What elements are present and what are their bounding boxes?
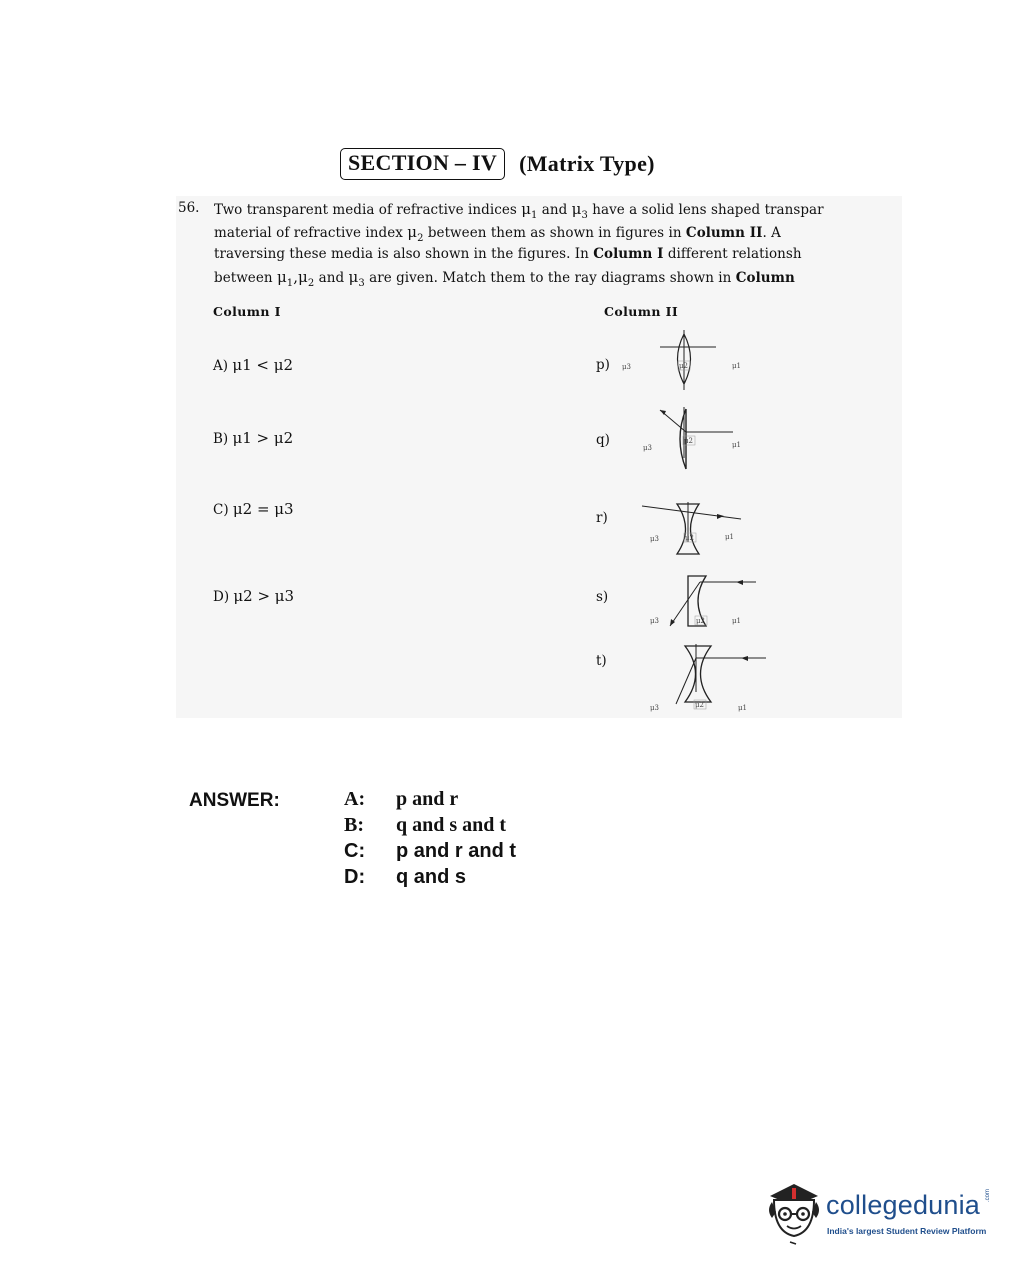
diagram-s	[650, 576, 756, 626]
brand-logo	[764, 1176, 1004, 1256]
svg-text:μ1: μ1	[732, 617, 742, 625]
column-2-heading: Column II	[604, 304, 679, 319]
column-1-item-d: D) μ2 > μ3	[213, 587, 295, 605]
svg-text:μ1: μ1	[725, 533, 735, 541]
question-line-1: Two transparent media of refractive indices $\mu_1$ and $\mu_3$ have a solid lens shaped transpar	[214, 200, 824, 221]
svg-text:μ3: μ3	[650, 617, 660, 625]
ray-diagrams	[176, 196, 902, 718]
svg-text:μ2: μ2	[685, 534, 695, 542]
section-header	[340, 148, 655, 180]
mascot-icon	[764, 1178, 824, 1248]
svg-text:μ2: μ2	[684, 437, 694, 445]
column-2-label-t: t)	[596, 653, 607, 669]
question-area	[176, 196, 902, 718]
column-1-item-c: C) μ2 = μ3	[213, 500, 294, 518]
svg-text:μ2: μ2	[696, 617, 706, 625]
diagram-r	[642, 502, 741, 554]
svg-text:μ1: μ1	[738, 704, 748, 712]
svg-text:μ3: μ3	[643, 444, 653, 452]
svg-text:μ3: μ3	[650, 535, 660, 543]
answer-row-b: B: q and s and t	[344, 814, 507, 836]
column-1-item-b: B) μ1 > μ2	[213, 429, 294, 447]
answer-row-c: C: p and r and t	[344, 840, 516, 862]
brand-name: collegedunia	[826, 1190, 981, 1220]
brand-tagline: India's largest Student Review Platform	[827, 1226, 987, 1236]
section-subtitle: (Matrix Type)	[519, 151, 655, 176]
column-2-label-r: r)	[596, 510, 608, 526]
diagram-t	[650, 644, 766, 712]
diagram-p	[622, 330, 741, 390]
svg-text:μ1: μ1	[732, 362, 742, 370]
column-2-label-q: q)	[596, 432, 610, 448]
svg-text:μ3: μ3	[622, 363, 632, 371]
question-line-4: between $\mu_1,\mu_2$ and $\mu_3$ are given. Match them to the ray diagrams shown in Column	[214, 268, 795, 289]
column-2-label-p: p)	[596, 357, 610, 373]
column-2-label-s: s)	[596, 589, 609, 605]
question-line-2: material of refractive index $\mu_2$ between them as shown in figures in Column II. A	[214, 223, 781, 244]
diagram-q	[643, 407, 741, 469]
svg-text:μ3: μ3	[650, 704, 660, 712]
column-1-item-a: A) μ1 < μ2	[213, 356, 294, 374]
answer-row-a: A: p and r	[344, 788, 459, 810]
answer-row-d: D: q and s	[344, 866, 467, 888]
svg-text:μ2: μ2	[679, 362, 689, 370]
svg-text:μ2: μ2	[695, 701, 705, 709]
svg-text:μ1: μ1	[732, 441, 742, 449]
section-title: SECTION – IV	[340, 148, 505, 180]
column-1-heading: Column I	[213, 304, 281, 319]
answer-title: ANSWER:	[189, 790, 280, 811]
brand-dotcom: .com	[985, 1188, 991, 1202]
question-line-3: traversing these media is also shown in the figures. In Column I different relationsh	[214, 246, 802, 262]
question-number: 56.	[178, 200, 200, 216]
